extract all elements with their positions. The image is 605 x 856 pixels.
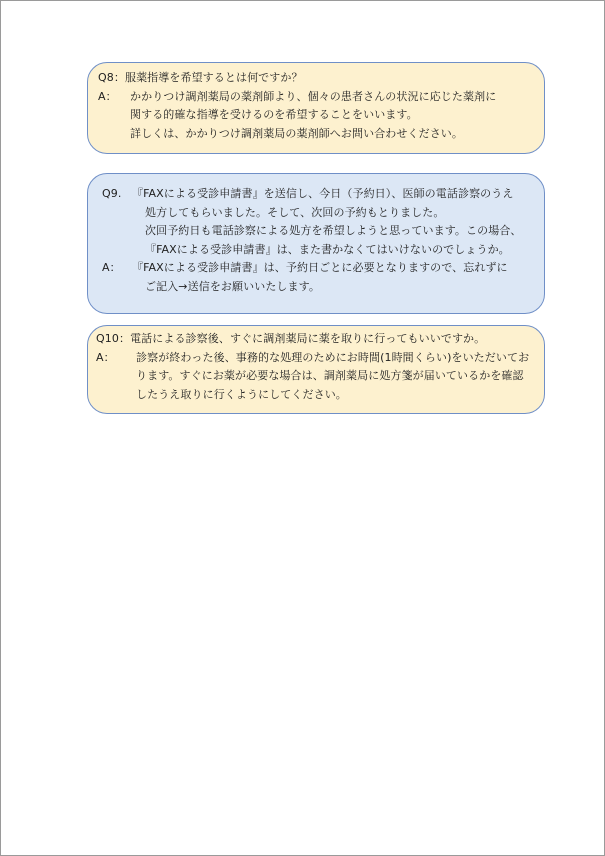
question-text: 『FAXによる受診申請書』を送信し、今日（予約日）、医師の電話診察のうえ [132,187,514,200]
answer-text: 診察が終わった後、事務的な処理のためにお時間(1時間くらい)をいただいてお [136,350,530,364]
question-line [96,330,534,349]
answer-line: 詳しくは、かかりつけ調剤薬局の薬剤師へお問い合わせください。 [130,126,463,140]
question-line: 処方してもらいました。そして、次回の予約もとりました。 [145,205,445,219]
question-text: 電話による診察後、すぐに調剤薬局に薬を取りに行ってもいいですか。 [130,332,486,345]
answer-line: ご記入→送信をお願いいたします。 [145,279,320,293]
qa-box-q10 [87,325,545,414]
answer-line [98,88,534,107]
question-prefix: Q8： [98,71,125,84]
question-line: 次回予約日も電話診察による処方を希望しようと思っています。この場合、 [145,224,522,237]
question-prefix: Q9. [102,187,122,200]
question-line: 『FAXによる受診申請書』は、また書かなくてはいけないのでしょうか。 [145,242,510,256]
answer-line [98,259,534,278]
answer-prefix: A： [96,350,115,364]
answer-text: かかりつけ調剤薬局の薬剤師より、個々の患者さんの状況に応じた薬剤に [130,89,497,103]
answer-line: したうえ取りに行くようにしてください。 [136,387,347,401]
answer-text: 『FAXによる受診申請書』は、予約日ごとに必要となりますので、忘れずに [132,261,508,274]
answer-line: 関する的確な指導を受けるのを希望することをいいます。 [130,108,418,121]
question-text: 服薬指導を希望するとは何ですか？ [124,71,303,84]
qa-box-q8 [87,62,545,154]
answer-line [96,349,534,368]
question-prefix: Q10： [96,332,131,345]
question-line [98,69,534,88]
qa-box-q9 [87,173,545,314]
answer-prefix: A： [102,261,121,274]
answer-line: ります。すぐにお薬が必要な場合は、調剤薬局に処方箋が届いているかを確認 [136,369,524,382]
question-line [98,185,534,204]
answer-prefix: A： [98,89,117,103]
